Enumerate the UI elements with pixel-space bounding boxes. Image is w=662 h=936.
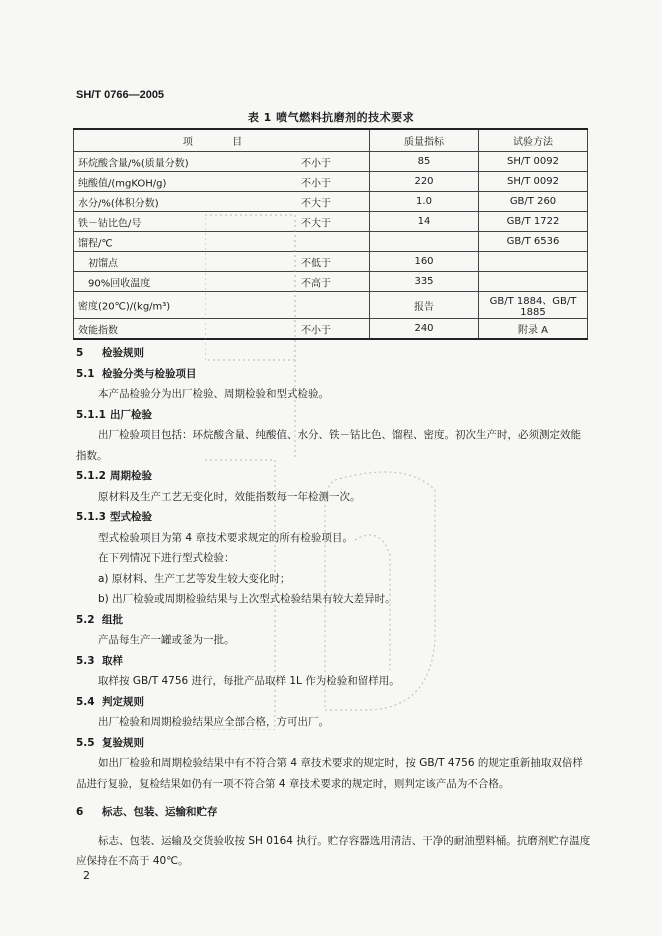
section-number: 5.1.2	[76, 470, 106, 482]
header-value: 质量指标	[370, 129, 479, 152]
paragraph: 取样按 GB/T 4756 进行，每批产品取样 1L 作为检验和留样用。	[98, 675, 400, 687]
row-name: 环烷酸含量/%(质量分数)	[78, 158, 189, 169]
section-5-2-heading	[76, 610, 591, 631]
row-limit: 不小于	[301, 178, 331, 189]
section-5-5-heading	[76, 733, 591, 754]
row-value: 335	[370, 272, 479, 292]
row-method: GB/T 260	[479, 192, 588, 212]
list-item: b) 出厂检验或周期检验结果与上次型式检验结果有较大差异时。	[98, 593, 396, 605]
section-number: 5.3	[76, 654, 95, 667]
section-title: 检验分类与检验项目	[102, 367, 197, 380]
section-5-1-2-heading	[76, 466, 591, 487]
row-name: 馏程/℃	[78, 238, 113, 249]
section-number: 5.2	[76, 613, 95, 626]
row-value: 14	[370, 212, 479, 232]
table-caption: 表 1 喷气燃料抗磨剂的技术要求	[247, 111, 415, 124]
row-method: 附录 A	[479, 319, 588, 340]
table-row	[74, 292, 588, 319]
section-5-3-heading	[76, 651, 591, 672]
table-row	[74, 272, 588, 292]
section-5-1-1-heading	[76, 405, 591, 426]
table-row	[74, 212, 588, 232]
section-number: 6	[76, 806, 84, 818]
row-name: 效能指数	[78, 325, 118, 336]
row-value: 报告	[370, 292, 479, 319]
section-title: 出厂检验	[110, 408, 152, 421]
row-limit: 不大于	[301, 198, 331, 209]
section-title: 周期检验	[110, 470, 152, 482]
row-method: GB/T 6536	[479, 232, 588, 252]
row-limit: 不小于	[301, 325, 331, 336]
row-value: 220	[370, 172, 479, 192]
table-row	[74, 252, 588, 272]
table-row	[74, 192, 588, 212]
table-header-row	[74, 129, 588, 152]
paragraph: 原材料及生产工艺无变化时，效能指数每一年检测一次。	[98, 490, 361, 503]
section-5-heading	[76, 343, 591, 364]
section-number: 5.5	[76, 736, 95, 749]
paragraph: 产品每生产一罐或釜为一批。	[98, 634, 235, 646]
row-limit: 不大于	[301, 218, 331, 229]
document-body	[76, 340, 591, 872]
section-title: 组批	[102, 613, 123, 626]
header-method: 试验方法	[479, 129, 588, 152]
section-6-heading	[76, 802, 591, 823]
row-value: 1.0	[370, 192, 479, 212]
section-title: 型式检验	[110, 511, 152, 523]
row-name: 铁－钴比色/号	[78, 218, 142, 229]
section-number: 5.1.1	[76, 408, 106, 421]
row-method: GB/T 1722	[479, 212, 588, 232]
row-method: GB/T 1884、GB/T 1885	[479, 292, 588, 319]
row-name: 初馏点	[88, 258, 118, 269]
section-title: 判定规则	[102, 695, 144, 708]
section-5-4-heading	[76, 692, 591, 713]
table-row	[74, 172, 588, 192]
row-value	[370, 232, 479, 252]
row-limit: 不低于	[301, 258, 331, 269]
row-value: 85	[370, 152, 479, 172]
section-number: 5.1	[76, 367, 95, 380]
row-value: 160	[370, 252, 479, 272]
table-row	[74, 152, 588, 172]
header-item: 项 目	[74, 129, 370, 152]
section-title: 复验规则	[102, 736, 144, 749]
table-row	[74, 232, 588, 252]
paragraph: 标志、包装、运输及交货验收按 SH 0164 执行。贮存容器选用清洁、干净的耐油塑料桶。抗磨剂贮存温度应保持在不高于 40℃。	[76, 834, 591, 867]
list-item: a) 原材料、生产工艺等发生较大变化时；	[98, 572, 291, 585]
section-number: 5.4	[76, 695, 95, 708]
row-name: 90%回收温度	[88, 278, 151, 289]
row-method	[479, 252, 588, 272]
paragraph: 如出厂检验和周期检验结果中有不符合第 4 章技术要求的规定时，按 GB/T 4756 的规定重新抽取双倍样品进行复验，复检结果如仍有一项不符合第 4 章技术要求的规定时，则判定该产品为不合格。	[76, 757, 583, 790]
row-method: SH/T 0092	[479, 152, 588, 172]
spec-table	[73, 128, 588, 340]
row-method	[479, 272, 588, 292]
paragraph: 出厂检验和周期检验结果应全部合格，方可出厂。	[98, 716, 329, 728]
section-5-1-heading	[76, 364, 591, 385]
row-name: 水分/%(体积分数)	[78, 198, 159, 209]
paragraph: 在下列情况下进行型式检验：	[98, 552, 235, 564]
row-limit: 不高于	[301, 278, 331, 289]
standard-number: SH/T 0766—2005	[76, 89, 165, 101]
row-name: 密度(20℃)/(kg/m³)	[78, 301, 171, 313]
section-5-1-3-heading	[76, 507, 591, 528]
row-limit: 不小于	[301, 158, 331, 169]
section-title: 检验规则	[102, 347, 144, 359]
section-number: 5.1.3	[76, 511, 106, 523]
row-name: 纯酸值/(mgKOH/g)	[78, 178, 167, 189]
paragraph: 本产品检验分为出厂检验、周期检验和型式检验。	[98, 388, 329, 400]
row-method: SH/T 0092	[479, 172, 588, 192]
section-title: 取样	[102, 654, 123, 667]
section-title: 标志、包装、运输和贮存	[102, 806, 218, 818]
row-value: 240	[370, 319, 479, 340]
section-number: 5	[76, 347, 84, 359]
table-row	[74, 319, 588, 340]
paragraph: 型式检验项目为第 4 章技术要求规定的所有检验项目。	[98, 531, 353, 544]
paragraph: 出厂检验项目包括：环烷酸含量、纯酸值、水分、铁－钴比色、馏程、密度。初次生产时，必须测定效能指数。	[76, 429, 581, 462]
page-number: 2	[83, 869, 90, 882]
